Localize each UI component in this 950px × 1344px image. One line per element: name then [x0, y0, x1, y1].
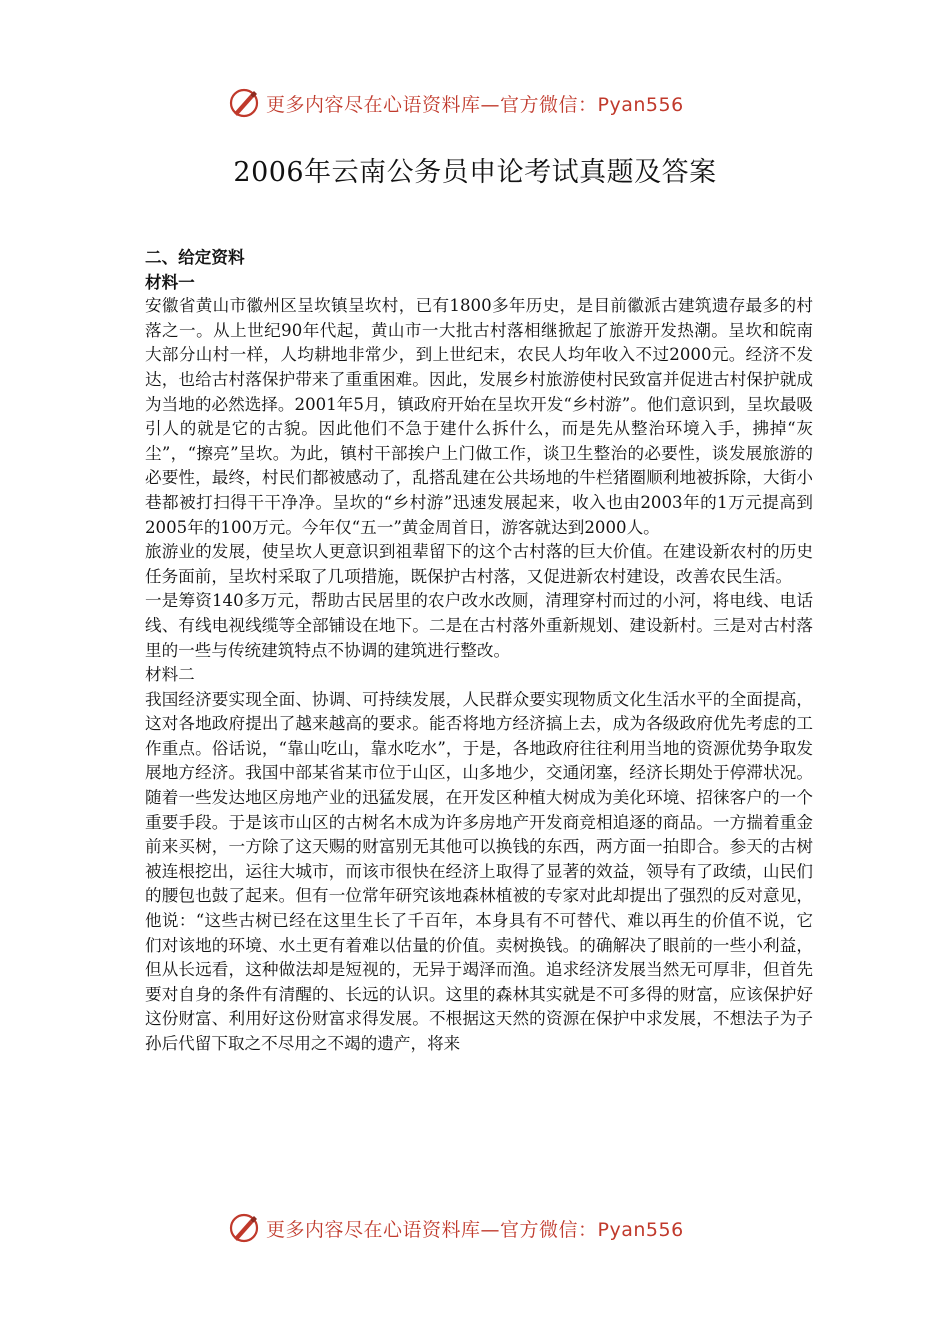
document-body	[145, 245, 813, 1057]
material1-paragraph: 旅游业的发展，使呈坎人更意识到祖辈留下的这个古村落的巨大价值。在建设新农村的历史任务面前，呈坎村采取了几项措施，既保护古村落，又促进新农村建设，改善农民生活。	[145, 542, 813, 586]
document-title: 2006年云南公务员申论考试真题及答案	[233, 157, 717, 188]
banner-text: 更多内容尽在心语资料库—官方微信：Pyan556	[266, 93, 684, 116]
material1-paragraph: 一是筹资140多万元，帮助古民居里的农户改水改厕，清理穿村而过的小河，将电线、电话线、有线电视线缆等全部铺设在地下。二是在古村落外重新规划、建设新村。三是对古村落里的一些与传统建筑特点不协调的建筑进行整改。	[145, 591, 813, 660]
section-heading: 二、给定资料	[145, 247, 245, 267]
material1-paragraph: 安徽省黄山市徽州区呈坎镇呈坎村，已有1800多年历史，是目前徽派古建筑遗存最多的村落之一。从上世纪90年代起，黄山市一大批古村落相继掀起了旅游开发热潮。呈坎和皖南大部分山村一样，人均耕地非常少，到上世纪末，农民人均年收入不过2000元。经济不发达，也给古村落保护带来了重重困难。因此，发展乡村旅游使村民致富并促进古村保护就成为当地的必然选择。2001年5月，镇政府开始在呈坎开发“乡村游”。他们意识到，呈坎最吸引人的就是它的古貌。因此他们不急于建什么拆什么，而是先从整治环境入手，拂掉“灰尘”，“擦亮”呈坎。为此，镇村干部挨户上门做工作，谈卫生整治的必要性，谈发展旅游的必要性，最终，村民们都被感动了，乱搭乱建在公共场地的牛栏猪圈顺利地被拆除，大街小巷都被打扫得干干净净。呈坎的“乡村游”迅速发展起来，收入也由2003年的1万元提高到2005年的100万元。今年仅“五一”黄金周首日，游客就达到2000人。	[145, 296, 813, 537]
material2-paragraph: 我国经济要实现全面、协调、可持续发展，人民群众要实现物质文化生活水平的全面提高，这对各地政府提出了越来越高的要求。能否将地方经济搞上去，成为各级政府优先考虑的工作重点。俗话说，“靠山吃山，靠水吃水”，于是，各地政府往往利用当地的资源优势争取发展地方经济。我国中部某省某市位于山区，山多地少，交通闭塞，经济长期处于停滞状况。随着一些发达地区房地产业的迅猛发展，在开发区种植大树成为美化环境、招徕客户的一个重要手段。于是该市山区的古树名木成为许多房地产开发商竞相追逐的商品。一方揣着重金前来买树，一方除了这天赐的财富别无其他可以换钱的东西，两方面一拍即合。参天的古树被连根挖出，运往大城市，而该市很快在经济上取得了显著的效益，领导有了政绩，山民们的腰包也鼓了起来。但有一位常年研究该地森林植被的专家对此却提出了强烈的反对意见，他说：“这些古树已经在这里生长了千百年，本身具有不可替代、难以再生的价值不说，它们对该地的环境、水土更有着难以估量的价值。卖树换钱。的确解决了眼前的一些小利益，但从长远看，这种做法却是短视的，无异于竭泽而渔。追求经济发展当然无可厚非，但首先要对自身的条件有清醒的、长远的认识。这里的森林其实就是不可多得的财富，应该保护好这份财富、利用好这份财富求得发展。不根据这天然的资源在保护中求发展，不想法子为子孙后代留下取之不尽用之不竭的遗产，将来	[145, 689, 813, 1053]
pen-logo-icon	[226, 85, 262, 121]
footer-banner	[226, 1208, 746, 1248]
material1-heading: 材料一	[145, 271, 195, 292]
banner-text: 更多内容尽在心语资料库—官方微信：Pyan556	[266, 1218, 684, 1241]
pen-logo-icon	[226, 1210, 262, 1246]
header-banner	[226, 83, 746, 123]
material2-heading: 材料二	[145, 665, 195, 685]
